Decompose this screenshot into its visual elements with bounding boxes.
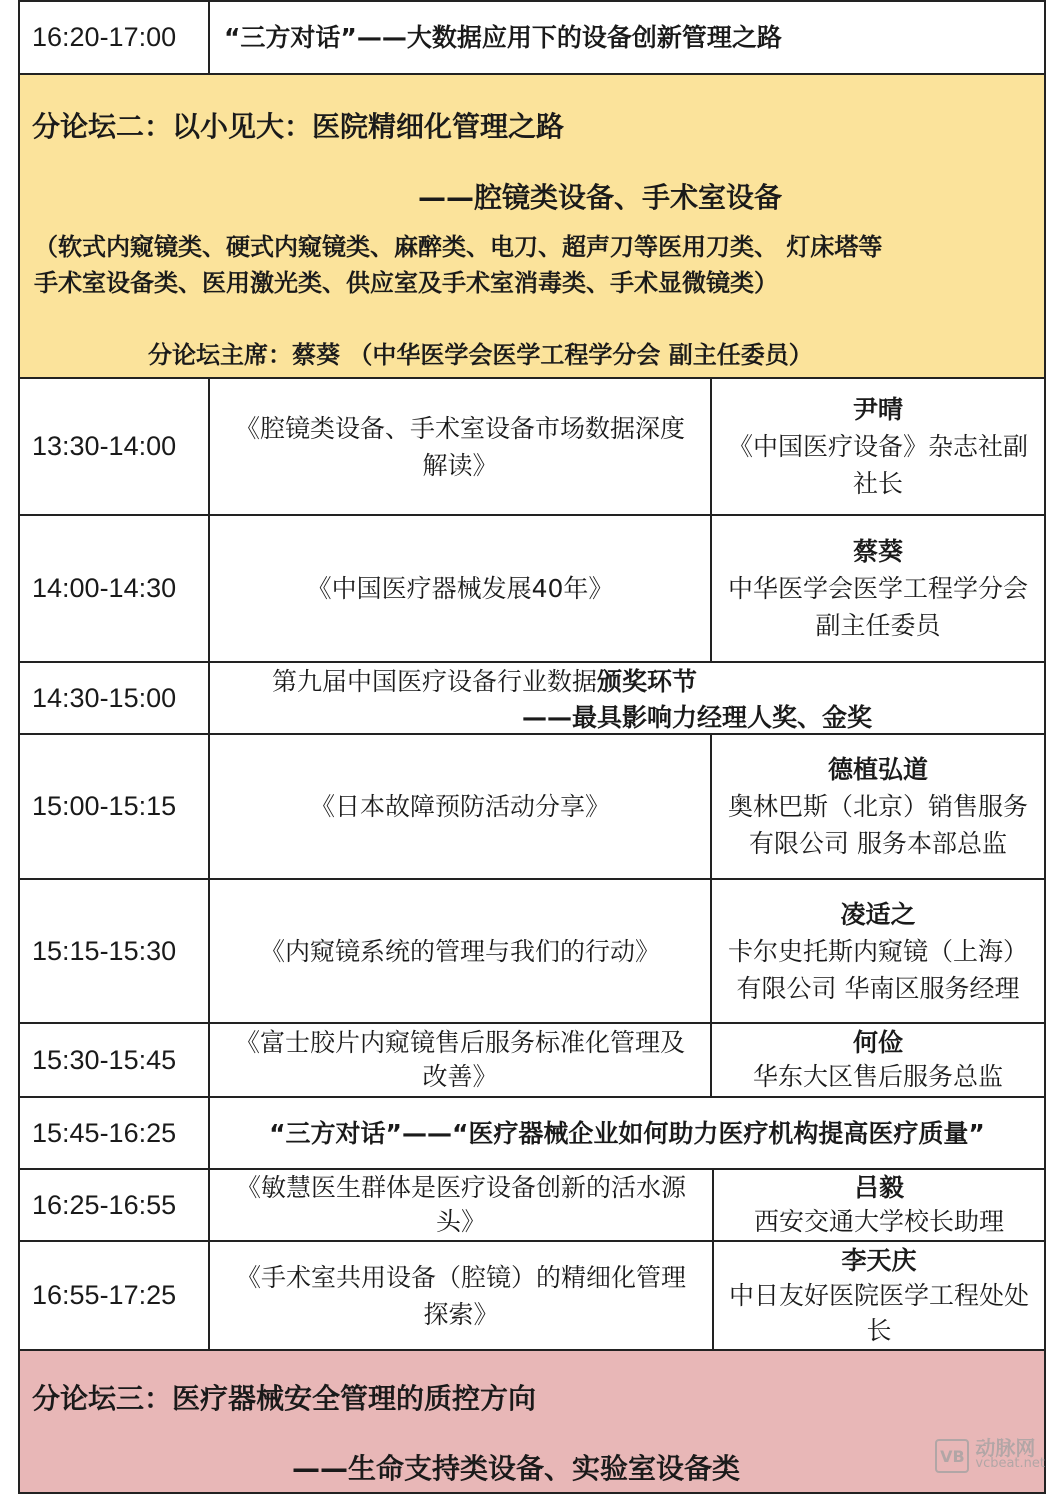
speaker-name: 蔡葵 (852, 537, 903, 566)
speaker-name: 何俭 (852, 1028, 903, 1057)
session-topic: “三方对话”——“医疗器械企业如何助力医疗机构提高医疗质量” (269, 1118, 985, 1148)
session-topic: 《敏慧医生群体是医疗设备创新的活水源头》 (210, 1170, 714, 1240)
session-time: 16:25-16:55 (20, 1170, 210, 1240)
speaker-cell (712, 880, 1044, 1022)
session-time: 16:20-17:00 (20, 2, 210, 73)
session-time: 15:30-15:45 (20, 1024, 210, 1096)
forum-two-header (18, 75, 1046, 379)
session-time: 14:30-15:00 (20, 663, 210, 733)
speaker-org: 卡尔史托斯内窥镜（上海）有限公司 华南区服务经理 (727, 936, 1028, 1003)
forum-subtitle: ——腔镜类设备、手术室设备 (418, 181, 783, 214)
speaker-cell (714, 1242, 1044, 1349)
session-topic: 《日本故障预防活动分享》 (210, 735, 712, 878)
speaker-name: 德植弘道 (827, 755, 928, 784)
vcbeat-logo-icon: VB (935, 1439, 969, 1473)
session-topic: 《富士胶片内窥镜售后服务标准化管理及改善》 (210, 1024, 712, 1096)
session-time: 16:55-17:25 (20, 1242, 210, 1349)
forum-title: 分论坛二：以小见大：医院精细化管理之路 (32, 110, 565, 143)
speaker-cell (712, 379, 1044, 514)
session-topic: “三方对话”——大数据应用下的设备创新管理之路 (224, 23, 782, 52)
forum-subtitle: ——生命支持类设备、实验室设备类 (292, 1452, 741, 1485)
award-line2: ——最具影响力经理人奖、金奖 (522, 703, 873, 732)
table-row (18, 379, 1046, 516)
session-time: 13:30-14:00 (20, 379, 210, 514)
watermark (935, 1436, 1045, 1473)
table-row (18, 735, 1046, 880)
session-topic: 《腔镜类设备、手术室设备市场数据深度解读》 (210, 379, 712, 514)
table-row (18, 1242, 1046, 1351)
forum-categories-line2: 手术室设备类、医用激光类、供应室及手术室消毒类、手术显微镜类） (34, 269, 778, 297)
speaker-org: 中日友好医院医学工程处处长 (728, 1281, 1029, 1345)
session-topic: 《内窥镜系统的管理与我们的行动》 (210, 880, 712, 1022)
speaker-name: 凌适之 (840, 899, 916, 929)
table-row (18, 0, 1046, 75)
speaker-name: 李天庆 (841, 1246, 917, 1275)
speaker-org: 西安交通大学校长助理 (753, 1207, 1004, 1236)
award-ceremony (210, 663, 1044, 733)
session-time: 14:00-14:30 (20, 516, 210, 661)
table-row (18, 663, 1046, 735)
session-topic: 《手术室共用设备（腔镜）的精细化管理探索》 (210, 1242, 714, 1349)
speaker-name: 吕毅 (853, 1173, 904, 1202)
speaker-org: 华东大区售后服务总监 (752, 1062, 1003, 1091)
session-time: 15:00-15:15 (20, 735, 210, 878)
table-row (18, 1098, 1046, 1170)
speaker-org: 中华医学会医学工程学分会 副主任委员 (727, 574, 1028, 640)
forum-three-header (18, 1351, 1046, 1494)
forum-chair: 分论坛主席：蔡葵 （中华医学会医学工程学分会 副主任委员） (148, 341, 813, 369)
forum-title: 分论坛三：医疗器械安全管理的质控方向 (32, 1382, 537, 1415)
table-row (18, 880, 1046, 1024)
speaker-cell (712, 1024, 1044, 1096)
table-row (18, 516, 1046, 663)
speaker-org: 奥林巴斯（北京）销售服务有限公司 服务本部总监 (727, 792, 1028, 858)
forum-categories-line1: （软式内窥镜类、硬式内窥镜类、麻醉类、电刀、超声刀等医用刀类、 灯床塔等 (34, 233, 883, 261)
speaker-org: 《中国医疗设备》杂志社副社长 (727, 432, 1028, 498)
speaker-cell (712, 516, 1044, 661)
table-row (18, 1024, 1046, 1098)
agenda-table (18, 0, 1046, 1494)
watermark-text: 动脉网 vcbeat.net (975, 1436, 1045, 1471)
session-time: 15:45-16:25 (20, 1098, 210, 1168)
award-line1: 第九届中国医疗设备行业数据颁奖环节 (272, 667, 698, 696)
speaker-cell (712, 735, 1044, 878)
speaker-name: 尹晴 (852, 395, 903, 424)
speaker-cell (714, 1170, 1044, 1240)
session-time: 15:15-15:30 (20, 880, 210, 1022)
table-row (18, 1170, 1046, 1242)
session-topic: 《中国医疗器械发展40年》 (210, 516, 712, 661)
